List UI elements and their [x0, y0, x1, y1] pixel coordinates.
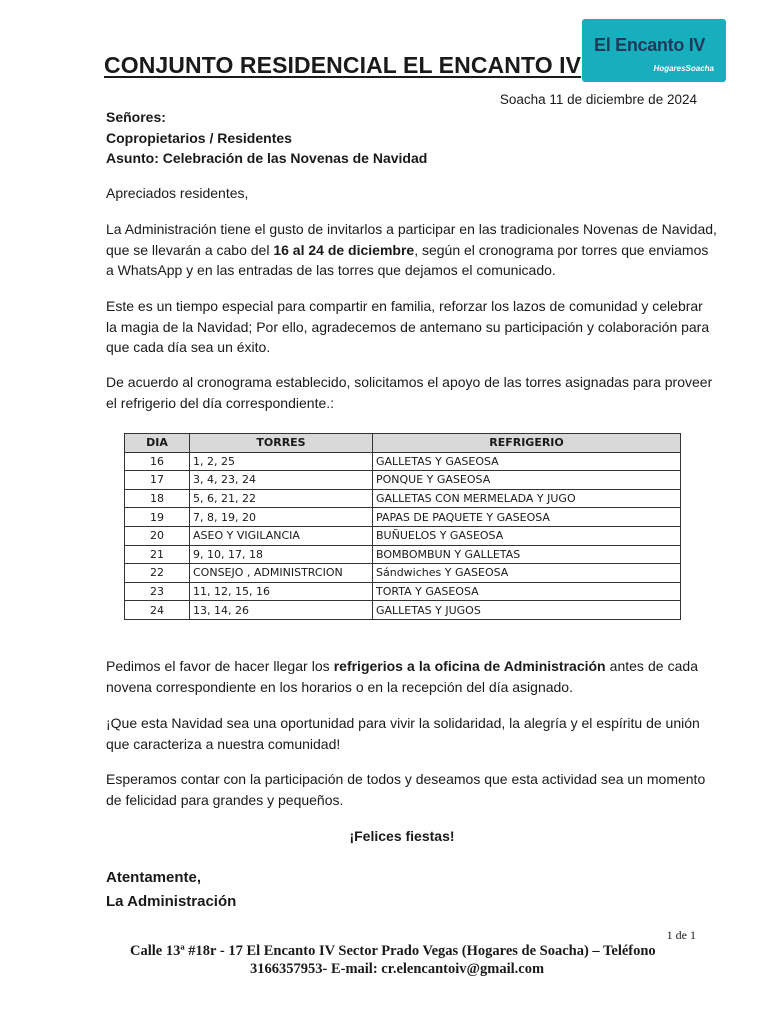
cell-refrigerio: GALLETAS CON MERMELADA Y JUGO	[373, 489, 681, 508]
paragraph-line: Este es un tiempo especial para compartir en familia, reforzar los lazos de comunidad y celebrar	[106, 298, 703, 314]
paragraph-line: que cada día sea un éxito.	[106, 339, 271, 355]
paragraph-line: Esperamos contar con la participación de todos y deseamos que esta actividad sea un momento	[106, 771, 706, 787]
cell-refrigerio: PAPAS DE PAQUETE Y GASEOSA	[373, 508, 681, 527]
page-number: 1 de 1	[666, 928, 696, 942]
cell-dia: 18	[125, 489, 190, 508]
table-row	[125, 601, 681, 620]
subject-line: Asunto: Celebración de las Novenas de Navidad	[106, 150, 428, 166]
recipient-salutation: Señores:	[106, 109, 166, 125]
footer-line: Calle 13ª #18r - 17 El Encanto IV Sector Prado Vegas (Hogares de Soacha) – Teléfono	[130, 943, 656, 959]
text-run: antes de cada	[605, 658, 698, 674]
recipient-audience: Copropietarios / Residentes	[106, 129, 292, 146]
cell-dia: 23	[125, 582, 190, 601]
paragraph-line: el refrigerio del día correspondiente.:	[106, 394, 335, 411]
cell-dia: 21	[125, 545, 190, 564]
footer-line: 3166357953- E-mail: cr.elencantoiv@gmail.com	[250, 961, 545, 977]
cell-dia: 17	[125, 471, 190, 490]
paragraph-invitation	[106, 219, 717, 281]
text-run: que se llevarán a cabo del	[106, 241, 274, 258]
delivery-highlight: refrigerios a la oficina de Administración	[333, 658, 606, 674]
cell-torres: 7, 8, 19, 20	[190, 508, 373, 527]
paragraph-line	[106, 656, 698, 677]
cell-torres: 13, 14, 26	[190, 601, 373, 620]
cell-refrigerio: Sándwiches Y GASEOSA	[373, 564, 681, 583]
column-header-refrigerio: REFRIGERIO	[373, 434, 681, 453]
column-header-torres: TORRES	[190, 434, 373, 453]
table-row	[125, 471, 681, 490]
cell-dia: 19	[125, 508, 190, 527]
document-title: CONJUNTO RESIDENCIAL EL ENCANTO IV	[104, 52, 582, 78]
cell-torres: 1, 2, 25	[190, 452, 373, 471]
table-header-row	[125, 434, 681, 453]
paragraph-line: a WhatsApp y en las entradas de las torres que dejamos el comunicado.	[106, 262, 556, 278]
recipients-block	[106, 107, 427, 169]
paragraph-delivery	[106, 656, 698, 697]
paragraph-line: La Administración tiene el gusto de invitarlos a participar en las tradicionales Novenas de Navidad,	[106, 221, 717, 237]
column-header-dia: DIA	[125, 434, 190, 453]
cell-torres: 11, 12, 15, 16	[190, 582, 373, 601]
paragraph-schedule-intro	[106, 372, 713, 413]
signature-closing: Atentamente,	[106, 869, 202, 886]
signature-sender: La Administración	[106, 893, 237, 910]
letter-date: Soacha 11 de diciembre de 2024	[499, 92, 697, 107]
paragraph-participation	[106, 769, 706, 810]
paragraph-line: la magia de la Navidad; Por ello, agradecemos de antemano su participación y colaboración para	[106, 318, 710, 335]
cell-dia: 24	[125, 601, 190, 620]
table-row	[125, 545, 681, 564]
schedule-table	[124, 433, 681, 620]
cell-torres: CONSEJO , ADMINISTRCION	[190, 564, 373, 583]
paragraph-line: de felicidad para grandes y pequeños.	[106, 791, 344, 808]
logo-name: El Encanto IV	[594, 35, 706, 55]
cell-refrigerio: GALLETAS Y GASEOSA	[373, 452, 681, 471]
greeting: Apreciados residentes,	[106, 185, 249, 201]
text-run: Pedimos el favor de hacer llegar los	[106, 658, 334, 674]
table-row	[125, 489, 681, 508]
table-row	[125, 508, 681, 527]
footer-address	[130, 942, 680, 978]
table-row	[125, 452, 681, 471]
date-range-highlight: 16 al 24 de diciembre	[273, 241, 415, 258]
paragraph-wishes	[106, 713, 698, 754]
cell-torres: 5, 6, 21, 22	[190, 489, 373, 508]
logo-subtitle: HogaresSoacha	[653, 64, 714, 73]
closing-wish: ¡Felices fiestas!	[349, 828, 455, 844]
cell-refrigerio: PONQUE Y GASEOSA	[373, 471, 681, 490]
paragraph-line: novena correspondiente en los horarios o en la recepción del día asignado.	[106, 678, 573, 695]
cell-dia: 16	[125, 452, 190, 471]
cell-refrigerio: BOMBOMBUN Y GALLETAS	[373, 545, 681, 564]
table-row	[125, 582, 681, 601]
cell-dia: 22	[125, 564, 190, 583]
cell-torres: 9, 10, 17, 18	[190, 545, 373, 564]
text-run: , según el cronograma por torres que enviamos	[414, 241, 709, 258]
paragraph-line: ¡Que esta Navidad sea una oportunidad para vivir la solidaridad, la alegría y el espíritu de unión	[106, 715, 700, 731]
paragraph-family	[106, 296, 710, 358]
cell-torres: 3, 4, 23, 24	[190, 471, 373, 490]
cell-torres: ASEO Y VIGILANCIA	[190, 526, 373, 545]
cell-refrigerio: TORTA Y GASEOSA	[373, 582, 681, 601]
paragraph-line: que caracteriza a nuestra comunidad!	[106, 735, 341, 752]
signature-block	[106, 866, 236, 914]
paragraph-line: De acuerdo al cronograma establecido, solicitamos el apoyo de las torres asignadas para proveer	[106, 374, 713, 390]
cell-dia: 20	[125, 526, 190, 545]
table-row	[125, 526, 681, 545]
paragraph-line	[106, 240, 709, 261]
cell-refrigerio: BUÑUELOS Y GASEOSA	[373, 526, 681, 545]
table-row	[125, 564, 681, 583]
cell-refrigerio: GALLETAS Y JUGOS	[373, 601, 681, 620]
logo	[582, 19, 726, 82]
